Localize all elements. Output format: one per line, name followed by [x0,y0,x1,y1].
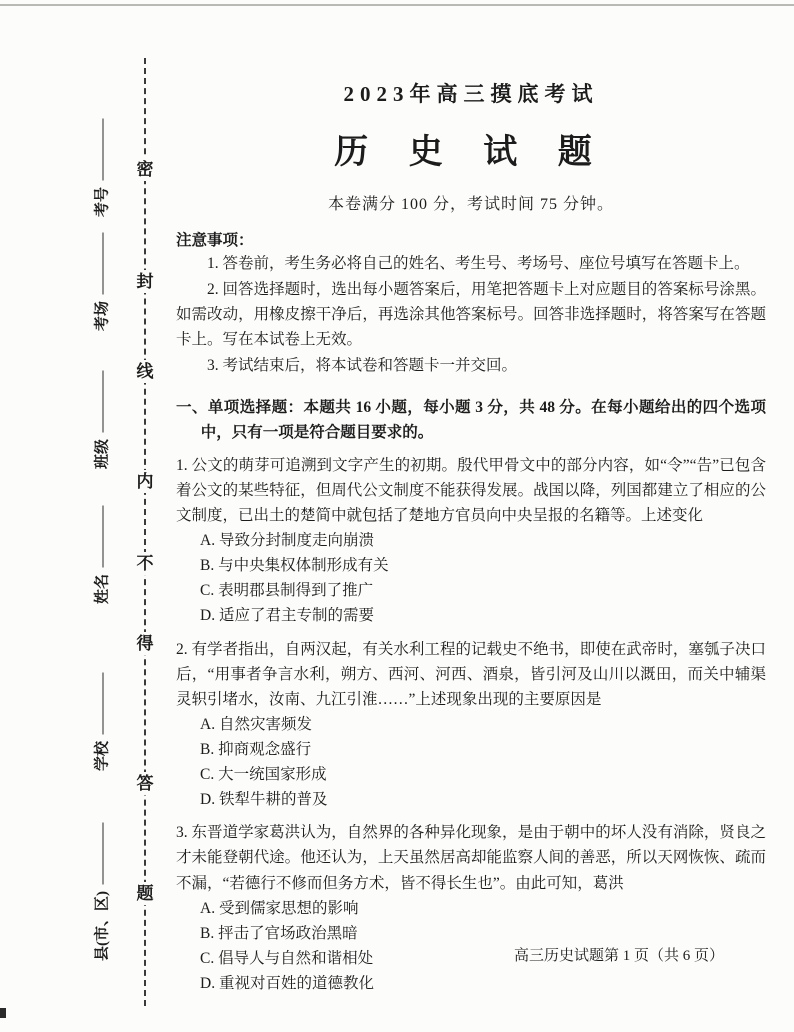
student-field-name [91,473,111,638]
notice-title: 注意事项： [176,232,254,249]
field-blank-line [102,673,103,735]
student-field-county [91,810,111,975]
field-label: 考场 [94,301,110,332]
notice-item-3: 3. 考试结束后，将本试卷和答题卡一并交回。 [207,357,518,375]
seal-char: 题 [136,884,154,903]
question-option-a: A. 导致分封制度走向崩溃 [200,532,374,550]
field-label: 考号 [94,187,110,218]
question-option-b: B. 与中央集权体制形成有关 [200,557,389,575]
student-field-school [91,640,111,805]
question-stem: 1. 公文的萌芽可追溯到文字产生的初期。殷代甲骨文中的部分内容，如“令”“告”已包含着公文的某些特征，但周代公文制度不能获得发展。战国以降，列国都建立了相应的公文制度，已出土的楚简中就包括了楚地方官员向中央呈报的名籍等。上述变化 [176,456,766,524]
exam-content [176,78,766,996]
field-label: 学校 [94,741,110,772]
field-blank-line [102,506,103,568]
exam-title: 2023年高三摸底考试 [343,82,599,106]
question-1 [176,453,766,629]
field-label: 县(市、区) [94,891,110,961]
notice-item-2: 2. 回答选择题时，选出每小题答案后，用笔把答题卡上对应题目的答案标号涂黑。如需改动，用橡皮擦干净后，再选涂其他答案标号。回答非选择题时，将答案写在答题卡上。写在本试卷上无效。 [176,281,766,349]
question-stem: 3. 东晋道学家葛洪认为，自然界的各种异化现象，是由于朝中的坏人没有消除，贤良之才未能登朝代途。他还认为，上天虽然居高却能监察人间的善恶，所以天网恢恢、疏而不漏，“若德行不修而但务方术，皆不得长生也”。由此可知，葛洪 [176,824,766,892]
question-option-c: C. 倡导人与自然和谐相处 [200,949,374,967]
field-blank-line [102,119,103,181]
question-option-b: B. 抨击了官场政治黑暗 [200,924,358,942]
seal-char: 不 [136,554,154,573]
score-info: 本卷满分 100 分，考试时间 75 分钟。 [327,196,614,213]
question-3 [176,820,766,996]
seal-char: 线 [136,362,154,381]
question-option-d: D. 重视对百姓的道德教化 [200,974,374,992]
field-blank-line [102,823,103,885]
question-option-d: D. 适应了君主专制的需要 [200,607,374,625]
question-2 [176,637,766,813]
question-option-b: B. 抑商观念盛行 [200,740,312,758]
seal-dashed-line [144,58,146,1006]
question-stem: 2. 有学者指出，自两汉起，有关水利工程的记载史不绝书，即使在武帝时，塞瓠子决口后，“用事者争言水利，朔方、西河、河西、酒泉，皆引河及山川以溉田，而关中辅渠灵轵引堵水，汝南、九江引淮……”上述现象出现的主要原因是 [176,640,766,708]
field-blank-line [102,233,103,295]
scan-artifact-top [0,4,794,6]
seal-char: 内 [136,472,154,491]
field-blank-line [102,371,103,433]
seal-char: 答 [136,774,154,793]
seal-char: 密 [136,160,154,179]
question-option-d: D. 铁犁牛耕的普及 [200,791,328,809]
scan-artifact-corner [0,1008,6,1018]
section-header: 一、单项选择题：本题共 16 小题，每小题 3 分，共 48 分。在每小题给出的四个选项中，只有一项是符合题目要求的。 [176,398,766,441]
notice-item-1: 1. 答卷前，考生务必将自己的姓名、考生号、考场号、座位号填写在答题卡上。 [207,255,750,272]
question-option-c: C. 大一统国家形成 [200,766,327,784]
field-label: 姓名 [94,574,110,605]
question-option-c: C. 表明郡县制得到了推广 [200,582,374,600]
field-label: 班级 [94,439,110,470]
seal-char: 得 [136,634,154,653]
seal-char: 封 [136,272,154,291]
question-option-a: A. 受到儒家思想的影响 [200,899,359,917]
page-footer: 高三历史试题第 1 页（共 6 页） [513,948,724,964]
subject-title: 历 史 试 题 [334,134,608,171]
question-option-a: A. 自然灾害频发 [200,715,312,733]
